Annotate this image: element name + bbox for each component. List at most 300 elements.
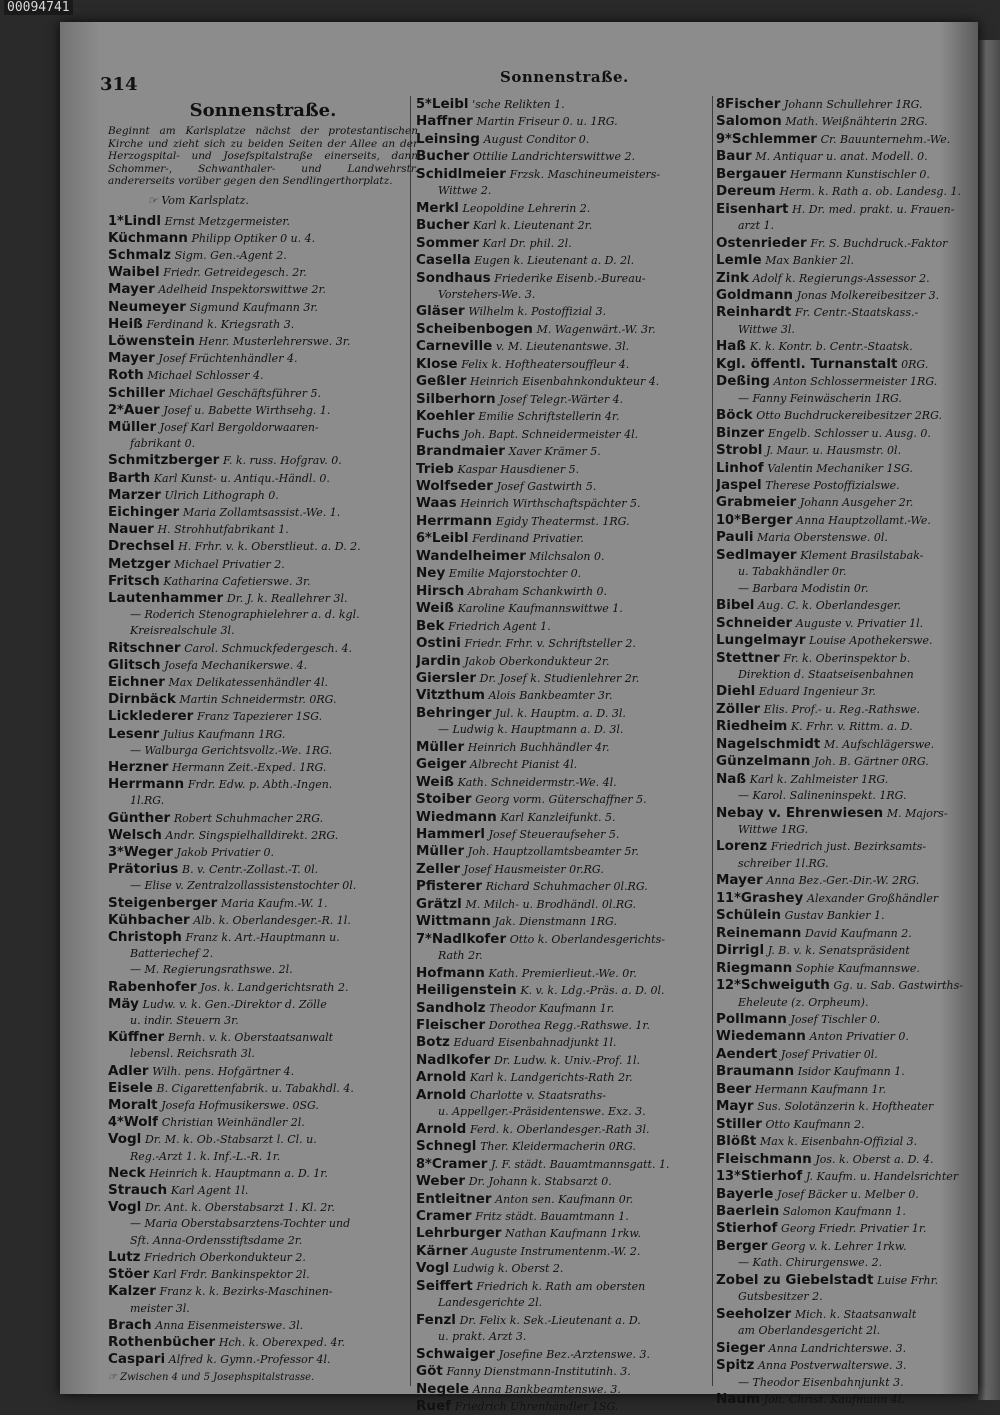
resident-details: Josef Steueraufseher 5. bbox=[488, 828, 620, 842]
directory-entry bbox=[108, 1266, 418, 1283]
resident-details: Ludw. v. k. Gen.-Direktor d. Zölle bbox=[142, 997, 327, 1011]
resident-details: Friedr. Getreidegesch. 2r. bbox=[163, 266, 307, 280]
directory-entry bbox=[108, 827, 418, 844]
resident-details: Max Delikatessenhändler 4l. bbox=[168, 675, 329, 689]
resident-name: Haß bbox=[716, 338, 747, 355]
resident-details: M. Milch- u. Brodhändl. 0l.RG. bbox=[465, 897, 637, 911]
directory-entry bbox=[716, 632, 978, 649]
resident-details: Alexander Großhändler bbox=[807, 891, 939, 905]
directory-entry bbox=[416, 1346, 722, 1363]
resident-details: v. M. Lieutenantswe. 3l. bbox=[495, 340, 630, 354]
resident-details: Ottilie Landrichterswittwe 2. bbox=[472, 150, 635, 164]
resident-details: Michael Privatier 2. bbox=[174, 557, 285, 571]
resident-details: Hermann Kunstischler 0. bbox=[789, 167, 930, 181]
resident-name: Mayer bbox=[108, 281, 155, 298]
page-number: 314 bbox=[100, 74, 138, 95]
resident-name: Vogl bbox=[108, 1131, 142, 1148]
directory-entry bbox=[716, 960, 978, 977]
directory-entry bbox=[108, 979, 418, 996]
resident-details: Fr. k. Oberinspektor b. bbox=[783, 651, 911, 665]
directory-entry bbox=[416, 148, 722, 165]
resident-name: Lemle bbox=[716, 252, 762, 269]
directory-entry bbox=[108, 1131, 418, 1148]
resident-name: Schiller bbox=[108, 384, 166, 401]
directory-entry bbox=[716, 1306, 978, 1323]
resident-details: Kath. Schneidermstr.-We. 4l. bbox=[457, 775, 617, 789]
directory-entry bbox=[416, 618, 722, 635]
resident-details: Auguste Instrumentenm.-W. 2. bbox=[471, 1244, 641, 1258]
directory-entry bbox=[416, 1017, 722, 1034]
resident-details: Joh. Bapt. Schneidermeister 4l. bbox=[463, 427, 639, 441]
resident-details: Salomon Kaufmann 1. bbox=[782, 1205, 906, 1218]
directory-entry bbox=[108, 1063, 418, 1080]
resident-name: Scheibenbogen bbox=[416, 320, 533, 337]
resident-details: Engelb. Schlosser u. Ausg. 0. bbox=[767, 426, 931, 440]
directory-entry bbox=[416, 338, 722, 355]
directory-entry bbox=[108, 844, 418, 861]
resident-name: Botz bbox=[416, 1034, 450, 1051]
entry-continuation: Gutsbesitzer 2. bbox=[738, 1290, 823, 1304]
resident-details: Anna Hauptzollamt.-We. bbox=[796, 513, 931, 527]
directory-entry bbox=[716, 1028, 978, 1045]
resident-name: Schmalz bbox=[108, 246, 171, 263]
resident-name: Grashey bbox=[740, 889, 804, 906]
section-marker-end-text: Zwischen 4 und 5 Josephspitalstrasse. bbox=[120, 1372, 315, 1384]
resident-details: Karl Agent 1l. bbox=[170, 1184, 249, 1198]
resident-details: Josef Privatier 0l. bbox=[780, 1047, 878, 1061]
running-head: Sonnenstraße. bbox=[500, 68, 629, 86]
resident-details: M. Antiquar u. anat. Modell. 0. bbox=[755, 150, 928, 164]
resident-name: Dirnbäck bbox=[108, 691, 176, 708]
resident-name: Wolfseder bbox=[416, 477, 493, 494]
entry-continuation: arzt 1. bbox=[738, 219, 775, 233]
street-description: Beginnt am Karlsplatze nächst der protestantischen Kirche und zieht sich zu beiden Seiten der Allee an der Herzogspital- und Josefspitalstraße einerseits, dann Schommer-, Schwanthaler- und Landwehrstr. andererseits vorüber gegen den Sendlingerthorplatz. bbox=[108, 125, 418, 187]
resident-details: Luise Frhr. bbox=[877, 1273, 939, 1287]
resident-details: Sus. Solotänzerin k. Hoftheater bbox=[757, 1100, 934, 1114]
resident-name: Diehl bbox=[716, 683, 756, 700]
entry-continuation: — Kath. Chirurgenswe. 2. bbox=[738, 1256, 883, 1270]
resident-details: Adelheid Inspektorswittwe 2r. bbox=[158, 283, 327, 297]
resident-details: Jul. k. Hauptm. a. D. 3l. bbox=[495, 706, 626, 720]
directory-entry bbox=[716, 166, 978, 183]
resident-details: Maria Zollamtsassist.-We. 1. bbox=[182, 505, 341, 519]
resident-name: Roth bbox=[108, 367, 144, 384]
resident-name: Prätorius bbox=[108, 861, 179, 878]
resident-name: Nagelschmidt bbox=[716, 735, 821, 752]
directory-entry bbox=[416, 1398, 722, 1415]
resident-name: Waas bbox=[416, 495, 457, 512]
directory-entry bbox=[108, 385, 418, 402]
resident-name: Marzer bbox=[108, 486, 161, 503]
resident-details: Heinrich Eisenbahnkondukteur 4. bbox=[470, 375, 660, 389]
directory-entry bbox=[108, 281, 418, 298]
resident-details: Heinrich Buchhändler 4r. bbox=[467, 740, 610, 754]
directory-entry bbox=[416, 687, 722, 704]
resident-details: August Conditor 0. bbox=[483, 132, 590, 146]
directory-entry bbox=[716, 494, 978, 511]
resident-name: Dereum bbox=[716, 183, 776, 200]
resident-details: Josef Tischler 0. bbox=[790, 1013, 881, 1027]
resident-name: Welsch bbox=[108, 826, 162, 843]
resident-name: Stierhof bbox=[740, 1168, 803, 1185]
directory-entry bbox=[716, 425, 978, 442]
resident-details: Joh. Christ. Kaufmann 4l. bbox=[763, 1392, 905, 1406]
entry-continuation: Reg.-Arzt 1. k. Inf.-L.-R. 1r. bbox=[130, 1149, 281, 1163]
resident-details: Theodor Kaufmann 1r. bbox=[489, 1001, 615, 1015]
resident-details: Friedrich Agent 1. bbox=[448, 619, 551, 633]
house-number: 5* bbox=[416, 97, 432, 112]
directory-entry bbox=[416, 1156, 722, 1173]
resident-details: Michael Schlosser 4. bbox=[147, 369, 264, 383]
resident-details: Anton Schlossermeister 1RG. bbox=[773, 375, 938, 389]
directory-entry bbox=[108, 640, 418, 657]
resident-name: Bergauer bbox=[716, 165, 787, 182]
house-number: 4* bbox=[108, 1115, 124, 1131]
resident-details: Katharina Cafetierswe. 3r. bbox=[163, 574, 311, 588]
resident-details: Dr. M. k. Ob.-Stabsarzt l. Cl. u. bbox=[144, 1133, 317, 1147]
resident-name: Göt bbox=[416, 1363, 443, 1380]
resident-name: Baur bbox=[716, 148, 752, 165]
resident-name: Negele bbox=[416, 1380, 470, 1397]
entry-continuation: Wittwe 3l. bbox=[738, 322, 795, 336]
resident-name: Ritschner bbox=[108, 639, 181, 656]
resident-name: Neck bbox=[108, 1164, 146, 1181]
resident-details: Martin Schneidermstr. 0RG. bbox=[179, 693, 337, 707]
resident-name: Löwenstein bbox=[108, 332, 195, 349]
directory-entry bbox=[108, 1317, 418, 1334]
resident-name: Zobel zu Giebelstadt bbox=[716, 1271, 874, 1288]
resident-name: Linhof bbox=[716, 459, 764, 476]
house-number: 3* bbox=[108, 845, 124, 861]
resident-name: Müller bbox=[416, 738, 465, 755]
resident-name: Stierhof bbox=[716, 1220, 778, 1237]
resident-details: Cr. Bauunternehm.-We. bbox=[820, 132, 951, 146]
directory-entry bbox=[108, 810, 418, 827]
resident-name: Hirsch bbox=[416, 582, 465, 599]
resident-name: Müller bbox=[416, 843, 465, 860]
resident-name: Deßing bbox=[716, 373, 770, 390]
resident-details: J. Maur. u. Hausmstr. 0l. bbox=[766, 444, 902, 458]
resident-details: Adolf k. Regierungs-Assessor 2. bbox=[752, 271, 930, 285]
resident-details: Sophie Kaufmannswe. bbox=[795, 961, 920, 975]
resident-name: Waibel bbox=[108, 264, 160, 281]
entry-continuation: — Fanny Feinwäscherin 1RG. bbox=[738, 391, 902, 405]
directory-entry bbox=[716, 373, 978, 390]
resident-name: Müller bbox=[108, 418, 157, 435]
directory-entry bbox=[108, 299, 418, 316]
directory-entry bbox=[716, 907, 978, 924]
directory-entry bbox=[716, 838, 978, 855]
resident-details: Gustav Bankier 1. bbox=[784, 909, 885, 923]
directory-entry bbox=[416, 1312, 722, 1329]
resident-name: Kühbacher bbox=[108, 911, 190, 928]
resident-name: Stiller bbox=[716, 1115, 762, 1132]
directory-entry bbox=[716, 1391, 978, 1408]
directory-entry bbox=[716, 201, 978, 218]
resident-name: Jardin bbox=[416, 652, 461, 669]
directory-entry bbox=[416, 252, 722, 269]
resident-details: Franz k. k. Bezirks-Maschinen- bbox=[159, 1285, 333, 1299]
resident-details: Joh. Hauptzollamtsbeamter 5r. bbox=[467, 845, 639, 859]
resident-name: Wiedmann bbox=[416, 808, 497, 825]
resident-name: Ney bbox=[416, 565, 446, 582]
directory-entry bbox=[716, 183, 978, 200]
directory-entry bbox=[108, 419, 418, 436]
resident-name: Schlemmer bbox=[731, 130, 817, 147]
resident-details: J. Kaufm. u. Handelsrichter bbox=[805, 1170, 959, 1184]
directory-entry bbox=[108, 470, 418, 487]
resident-name: Mayer bbox=[716, 872, 763, 889]
resident-details: Josef Bäcker u. Melber 0. bbox=[777, 1187, 919, 1201]
resident-details: Josef Gastwirth 5. bbox=[496, 479, 597, 493]
resident-name: Fenzl bbox=[416, 1311, 456, 1328]
resident-name: Hammerl bbox=[416, 826, 485, 843]
resident-name: Auer bbox=[123, 401, 160, 418]
directory-entry bbox=[108, 996, 418, 1013]
resident-details: Johann Schullehrer 1RG. bbox=[784, 98, 923, 111]
resident-name: Sieger bbox=[716, 1339, 765, 1356]
resident-details: Robert Schuhmacher 2RG. bbox=[173, 811, 324, 825]
resident-details: Josef Karl Bergoldorwaaren- bbox=[159, 420, 319, 434]
resident-name: Vogl bbox=[416, 1260, 450, 1277]
resident-name: Weiß bbox=[416, 773, 454, 790]
resident-details: Jonas Molkereibesitzer 3. bbox=[796, 288, 940, 302]
resident-name: Wandelheimer bbox=[416, 547, 526, 564]
entry-continuation: am Oberlandesgericht 2l. bbox=[738, 1324, 881, 1338]
resident-name: Jaspel bbox=[716, 476, 762, 493]
resident-details: David Kaufmann 2. bbox=[805, 926, 912, 940]
entry-continuation: u. indir. Steuern 3r. bbox=[130, 1014, 239, 1028]
book-spine bbox=[978, 40, 1000, 1400]
directory-entry bbox=[108, 895, 418, 912]
directory-entry bbox=[416, 217, 722, 234]
resident-name: Vogl bbox=[108, 1199, 142, 1216]
resident-details: Hch. k. Oberexped. 4r. bbox=[218, 1335, 346, 1349]
resident-details: Ther. Kleidermacherin 0RG. bbox=[480, 1140, 636, 1154]
resident-name: Reinemann bbox=[716, 924, 802, 941]
resident-name: Herrmann bbox=[416, 512, 493, 529]
directory-entry bbox=[416, 861, 722, 878]
directory-entry bbox=[416, 705, 722, 722]
resident-name: Steigenberger bbox=[108, 894, 218, 911]
section-marker-text: Vom Karlsplatz. bbox=[161, 193, 249, 207]
entry-continuation: — Walburga Gerichtsvollz.-We. 1RG. bbox=[130, 743, 333, 757]
resident-details: Wilh. pens. Hofgärtner 4. bbox=[152, 1064, 295, 1078]
directory-entry bbox=[108, 1114, 418, 1131]
directory-entry bbox=[716, 1168, 978, 1185]
directory-entry bbox=[108, 538, 418, 555]
entry-continuation: fabrikant 0. bbox=[130, 437, 196, 451]
resident-name: Bayerle bbox=[716, 1185, 774, 1202]
entry-continuation: Rath 2r. bbox=[438, 949, 483, 963]
house-number: 13* bbox=[716, 1169, 741, 1185]
resident-name: Fleischmann bbox=[716, 1150, 812, 1167]
house-number: 10* bbox=[716, 512, 741, 528]
resident-name: Adler bbox=[108, 1062, 149, 1079]
resident-details: H. Frhr. v. k. Oberstlieut. a. D. 2. bbox=[178, 540, 361, 554]
directory-entry bbox=[108, 556, 418, 573]
entry-continuation: Batteriechef 2. bbox=[130, 947, 214, 961]
resident-details: Fanny Dienstmann-Institutinh. 3. bbox=[446, 1365, 631, 1379]
resident-details: Xaver Krämer 5. bbox=[508, 445, 601, 459]
resident-name: Wolf bbox=[123, 1114, 159, 1131]
entry-continuation: — Elise v. Zentralzollassistenstochter 0l. bbox=[130, 879, 357, 893]
directory-entry bbox=[416, 478, 722, 495]
directory-entry bbox=[416, 270, 722, 287]
directory-entry bbox=[716, 1046, 978, 1063]
resident-name: Kärner bbox=[416, 1242, 468, 1259]
resident-name: Stettner bbox=[716, 649, 780, 666]
directory-entry bbox=[108, 521, 418, 538]
resident-details: Heinrich Wirthschaftspächter 5. bbox=[460, 497, 641, 511]
resident-name: Rabenhofer bbox=[108, 978, 197, 995]
resident-details: Dr. Josef k. Studienlehrer 2r. bbox=[479, 671, 640, 685]
directory-entry bbox=[108, 708, 418, 725]
directory-entry bbox=[108, 657, 418, 674]
resident-name: Cramer bbox=[431, 1155, 488, 1172]
resident-name: Heiligenstein bbox=[416, 982, 517, 999]
resident-name: Brandmaier bbox=[416, 443, 505, 460]
resident-name: Schidlmeier bbox=[416, 165, 506, 182]
house-number: 11* bbox=[716, 890, 741, 906]
resident-details: Otto Buchdruckereibesitzer 2RG. bbox=[756, 409, 942, 423]
resident-details: Martin Friseur 0. u. 1RG. bbox=[476, 115, 618, 129]
directory-entry bbox=[416, 391, 722, 408]
resident-name: Sedlmayer bbox=[716, 546, 797, 563]
resident-name: Arnold bbox=[416, 1069, 467, 1086]
directory-entry bbox=[716, 1081, 978, 1098]
resident-details: Isidor Kaufmann 1. bbox=[797, 1065, 905, 1079]
resident-name: Cramer bbox=[416, 1208, 472, 1224]
directory-entry bbox=[716, 113, 978, 130]
resident-name: Strobl bbox=[716, 442, 763, 459]
resident-details: Fr. Centr.-Staatskass.- bbox=[794, 306, 919, 320]
resident-name: Christoph bbox=[108, 929, 182, 946]
resident-name: Weiß bbox=[416, 600, 454, 617]
directory-entry bbox=[416, 495, 722, 512]
directory-entry bbox=[416, 373, 722, 390]
resident-name: Ostini bbox=[416, 635, 461, 652]
resident-details: K. Frhr. v. Rittm. a. D. bbox=[790, 720, 913, 734]
resident-name: Barth bbox=[108, 469, 151, 486]
resident-details: Valentin Mechaniker 1SG. bbox=[767, 461, 913, 475]
directory-entry bbox=[716, 736, 978, 753]
entry-continuation: schreiber 1l.RG. bbox=[738, 856, 829, 870]
resident-details: Eduard Ingenieur 3r. bbox=[758, 685, 876, 699]
directory-entry bbox=[108, 452, 418, 469]
resident-details: Emilie Majorstochter 0. bbox=[448, 567, 582, 581]
resident-details: Dr. Ludw. k. Univ.-Prof. 1l. bbox=[493, 1053, 640, 1067]
resident-details: Heinrich k. Hauptmann a. D. 1r. bbox=[149, 1166, 328, 1180]
directory-entry bbox=[416, 583, 722, 600]
directory-entry bbox=[416, 1225, 722, 1242]
house-number: 8 bbox=[716, 97, 726, 112]
directory-entry bbox=[716, 890, 978, 907]
resident-details: 'sche Relikten 1. bbox=[472, 98, 565, 111]
entry-continuation: — Roderich Stenographielehrer a. d. kgl. bbox=[130, 608, 360, 622]
resident-name: Lutz bbox=[108, 1248, 141, 1265]
entry-continuation: Wittwe 1RG. bbox=[738, 823, 809, 837]
directory-entry bbox=[108, 1283, 418, 1300]
directory-entry bbox=[416, 96, 722, 113]
directory-entry bbox=[108, 264, 418, 281]
resident-details: Friedrich k. Rath am obersten bbox=[476, 1279, 646, 1293]
directory-entry bbox=[416, 530, 722, 547]
resident-details: H. Strohhutfabrikant 1. bbox=[157, 523, 289, 537]
resident-details: Anna Postverwalterswe. 3. bbox=[757, 1359, 907, 1373]
resident-details: Karl k. Zahlmeister 1RG. bbox=[749, 772, 889, 786]
directory-entry bbox=[416, 356, 722, 373]
directory-entry bbox=[108, 726, 418, 743]
directory-entry bbox=[716, 131, 978, 148]
directory-entry bbox=[416, 513, 722, 530]
resident-name: Glitsch bbox=[108, 656, 161, 673]
directory-entry bbox=[416, 548, 722, 565]
directory-entry bbox=[716, 1238, 978, 1255]
directory-entry bbox=[416, 1173, 722, 1190]
directory-entry bbox=[416, 1121, 722, 1138]
house-number: 1* bbox=[108, 213, 124, 229]
resident-name: Grabmeier bbox=[716, 494, 797, 511]
resident-name: Wiedemann bbox=[716, 1028, 806, 1045]
resident-name: Fleischer bbox=[416, 1017, 486, 1034]
directory-entry bbox=[716, 1063, 978, 1080]
resident-details: Andr. Singspielhalldirekt. 2RG. bbox=[165, 828, 339, 842]
directory-entry bbox=[716, 1272, 978, 1289]
resident-details: Philipp Optiker 0 u. 4. bbox=[191, 231, 316, 245]
resident-name: Bucher bbox=[416, 217, 470, 234]
directory-entry bbox=[108, 1165, 418, 1182]
directory-entry bbox=[416, 913, 722, 930]
resident-details: Leopoldine Lehrerin 2. bbox=[462, 201, 591, 215]
entry-continuation: — M. Regierungsrathswe. 2l. bbox=[130, 963, 293, 977]
resident-details: Elis. Prof.- u. Reg.-Rathswe. bbox=[763, 702, 920, 716]
resident-name: Beer bbox=[716, 1080, 752, 1097]
resident-details: Eduard Eisenbahnadjunkt 1l. bbox=[453, 1036, 617, 1050]
resident-name: Geiger bbox=[416, 756, 467, 773]
resident-details: Max Bankier 2l. bbox=[765, 254, 854, 268]
resident-details: Carol. Schmuckfedergesch. 4. bbox=[184, 641, 353, 655]
section-marker-end: ☞ Zwischen 4 und 5 Josephspitalstrasse. bbox=[108, 1372, 315, 1384]
directory-entry bbox=[716, 148, 978, 165]
resident-name: Ostenrieder bbox=[716, 234, 807, 251]
resident-name: Pollmann bbox=[716, 1011, 787, 1028]
resident-name: Casella bbox=[416, 252, 471, 269]
resident-name: Eichner bbox=[108, 673, 165, 690]
resident-details: Anna Bez.-Ger.-Dir.-W. 2RG. bbox=[766, 874, 920, 888]
resident-name: Aendert bbox=[716, 1045, 778, 1062]
entry-continuation: Vorstehers-We. 3. bbox=[438, 287, 536, 301]
directory-entry bbox=[108, 1351, 418, 1368]
entry-continuation: Sft. Anna-Ordensstiftsdame 2r. bbox=[130, 1233, 303, 1247]
directory-entry bbox=[716, 753, 978, 770]
resident-name: Günzelmann bbox=[716, 753, 811, 770]
resident-name: Bucher bbox=[416, 148, 470, 165]
directory-entry bbox=[416, 931, 722, 948]
resident-name: Fischer bbox=[725, 96, 781, 112]
resident-name: Braumann bbox=[716, 1063, 795, 1080]
resident-details: Ferd. k. Oberlandesger.-Rath 3l. bbox=[469, 1122, 650, 1136]
resident-name: Nauer bbox=[108, 521, 154, 538]
resident-name: Wittmann bbox=[416, 913, 491, 930]
directory-entry bbox=[716, 304, 978, 321]
directory-entry bbox=[416, 303, 722, 320]
resident-name: Küffner bbox=[108, 1029, 165, 1046]
entry-continuation: — Maria Oberstabsarztens-Tochter und bbox=[130, 1217, 351, 1231]
directory-entry bbox=[416, 113, 722, 130]
directory-entry bbox=[416, 321, 722, 338]
resident-details: Henr. Musterlehrerswe. 3r. bbox=[198, 334, 351, 348]
